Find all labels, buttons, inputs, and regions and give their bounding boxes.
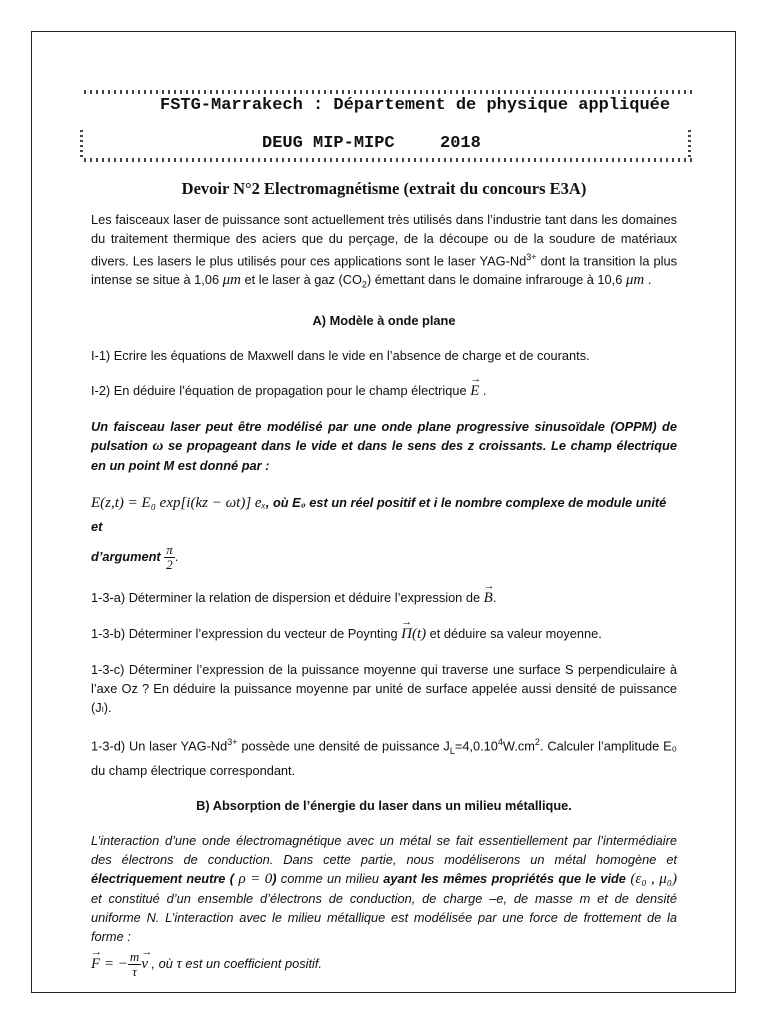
header-top-border bbox=[84, 90, 692, 94]
header-institution: FSTG-Marrakech : Département de physique appliquée bbox=[160, 96, 671, 115]
field-equation: E(z,t) = E₀ exp[i(kz − ωt)] eₓ, où E₀ est un réel positif et i le nombre complexe de module unité et bbox=[91, 494, 667, 534]
document-body bbox=[91, 210, 677, 979]
model-statement: Un faisceau laser peut être modélisé par une onde plane progressive sinusoïdale (OPPM) de pulsation ω se propageant dans le vide et dans le sens des z croissants. Le champ électrique en un point M est donné par : bbox=[91, 418, 677, 473]
intro-paragraph: Les faisceaux laser de puissance sont actuellement très utilisés dans l’industrie tant dans les domaines du traitement thermique des aciers que du perçage, de la découpe ou de la soudure de matériaux divers. Les lasers le plus utilisés pour ces applications sont le laser YAG-$Nd^{3+}$ dont la transition la plus intense se situe à 1,06 μm et le laser à gaz $(CO_2)$ émettant dans le domaine infrarouge à 10,6 μm . bbox=[91, 212, 677, 290]
header-bottom-border bbox=[84, 158, 692, 162]
question-1-3-d: 1-3-d) Un laser YAG-$Nd^{3+}$ possède une densité de puissance $J_L=4,0.10^4W.cm^2$. Calculer l’amplitude E₀ du champ électrique correspondant. bbox=[91, 736, 677, 778]
part-b-paragraph: L’interaction d’une onde électromagnétique avec un métal se fait essentiellement par l’intermédiaire des électrons de conduction. Dans cette partie, nous modéliserons un métal homogène et électriquement neutre ( ρ = 0) comme un milieu ayant les mêmes propriétés que le vide (ε₀ , μ₀) et constitué d’un ensemble d’électrons de conduction, de charge –e, de masse m et de densité uniforme N. L’interaction avec le milieu métallique est modélisée par une force de frottement de la forme : bbox=[91, 832, 677, 944]
friction-force-formula: → F = − $\frac{m}{\tau}$ → v , où τ est un coefficient positif. bbox=[91, 950, 677, 979]
section-b-heading: B) Absorption de l’énergie du laser dans un milieu métallique. bbox=[196, 797, 572, 813]
header-right-border bbox=[688, 130, 691, 158]
section-a-heading: A) Modèle à onde plane bbox=[312, 312, 456, 328]
question-1-3-a: 1-3-a) Déterminer la relation de dispersion et déduire l’expression de → B. bbox=[91, 588, 677, 608]
question-1-1: I-1) Ecrire les équations de Maxwell dans le vide en l’absence de charge et de courants. bbox=[91, 347, 590, 363]
question-1-3-c: 1-3-c) Déterminer l’expression de la puissance moyenne qui traverse une surface S perpendiculaire à l’axe Oz ? En déduire la puissance moyenne par unité de surface appelée aussi densité de puissance (Jₗ). bbox=[91, 661, 677, 715]
question-1-2: I-2) En déduire l’équation de propagation pour le champ électrique → E . bbox=[91, 381, 677, 401]
page-title: Devoir N°2 Electromagnétisme (extrait du concours E3A) bbox=[181, 179, 587, 198]
argument-line: d’argument $\frac{\pi}{2}$ . bbox=[91, 541, 179, 572]
header-left-border bbox=[80, 130, 83, 158]
header-program: DEUG MIP-MIPC bbox=[262, 134, 395, 153]
pi-over-2-fraction: $\frac{\pi}{2}$ bbox=[166, 541, 173, 572]
header-year: 2018 bbox=[440, 134, 481, 153]
question-1-3-b: 1-3-b) Déterminer l’expression du vecteur de Poynting → Π(t) et déduire sa valeur moyenne. bbox=[91, 624, 677, 644]
field-formula: E(z,t) = E₀ exp[i(kz − ωt)] eₓ bbox=[91, 494, 266, 511]
